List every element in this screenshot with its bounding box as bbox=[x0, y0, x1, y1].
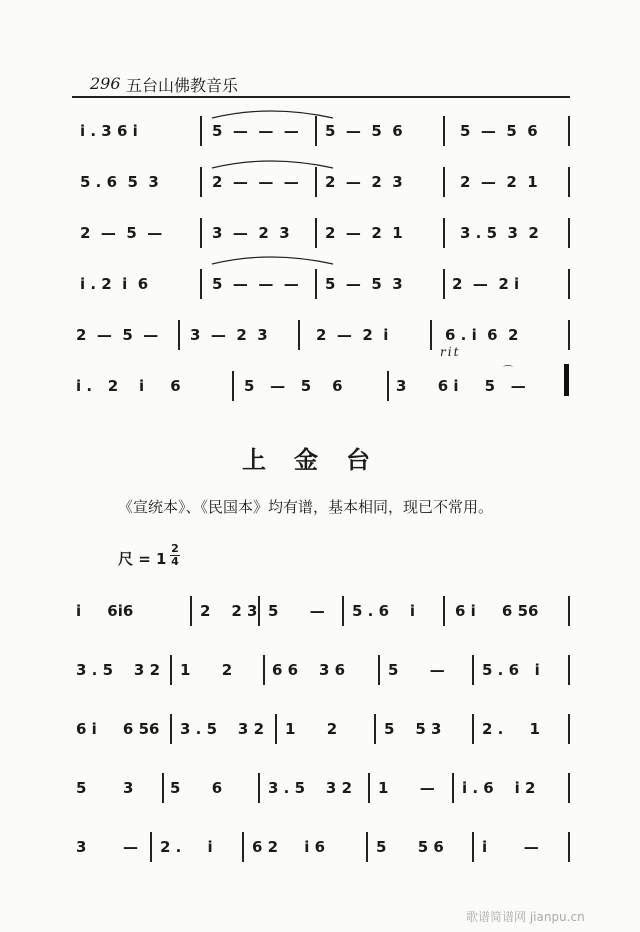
barline bbox=[162, 773, 164, 803]
measure-notes: i . 3 6 i bbox=[80, 122, 138, 140]
measure-notes: 5 — 5 3 bbox=[325, 275, 403, 293]
barline bbox=[368, 773, 370, 803]
measure-notes: i — bbox=[482, 838, 539, 856]
barline bbox=[242, 832, 244, 862]
section-description: 《宣统本》、《民国本》均有谱，基本相同，现已不常用。 bbox=[118, 498, 494, 516]
measure-notes: 5 — bbox=[268, 602, 325, 620]
score-line bbox=[0, 779, 640, 809]
score-line bbox=[0, 720, 640, 750]
slur bbox=[212, 257, 333, 264]
final-barline bbox=[564, 364, 569, 396]
measure-notes: 6 i 6 56 bbox=[76, 720, 160, 738]
slur bbox=[212, 111, 333, 118]
barline bbox=[568, 714, 570, 744]
barline bbox=[258, 596, 260, 626]
measure-notes: 5 6 bbox=[170, 779, 223, 797]
barline bbox=[258, 773, 260, 803]
page-number: 296 bbox=[90, 74, 121, 93]
measure-notes: 1 2 bbox=[180, 661, 233, 679]
measure-notes: 2 . i bbox=[160, 838, 213, 856]
barline bbox=[472, 655, 474, 685]
measure-notes: 2 . 1 bbox=[482, 720, 540, 738]
measure-notes: 5 5 6 bbox=[376, 838, 444, 856]
ritardando-mark: rit bbox=[440, 345, 461, 359]
score-line bbox=[0, 602, 640, 632]
barline bbox=[472, 832, 474, 862]
barline bbox=[472, 714, 474, 744]
measure-notes: 1 — bbox=[378, 779, 435, 797]
barline bbox=[568, 832, 570, 862]
watermark: 歌谱简谱网 jianpu.cn bbox=[466, 910, 585, 924]
barline bbox=[263, 655, 265, 685]
measure-notes: 3 — bbox=[76, 838, 138, 856]
key-signature: 尺 = 1 bbox=[118, 550, 167, 568]
measure-notes: 2 — 2 3 bbox=[325, 173, 403, 191]
measure-notes: 2 — 5 — bbox=[80, 224, 163, 242]
barline bbox=[568, 596, 570, 626]
measure-notes: 6 i 6 56 bbox=[455, 602, 539, 620]
barline bbox=[568, 655, 570, 685]
barline bbox=[150, 832, 152, 862]
measure-notes: 5 3 bbox=[76, 779, 134, 797]
measure-notes: 3 — 2 3 bbox=[190, 326, 268, 344]
barline bbox=[275, 714, 277, 744]
barline bbox=[374, 714, 376, 744]
measure-notes: 5 — 5 6 bbox=[325, 122, 403, 140]
barline bbox=[342, 596, 344, 626]
measure-notes: i . 2 i 6 bbox=[80, 275, 149, 293]
barline bbox=[170, 655, 172, 685]
measure-notes: 3 6 i 5 — bbox=[396, 377, 526, 395]
measure-notes: 2 2 3 bbox=[200, 602, 258, 620]
barline bbox=[366, 832, 368, 862]
measure-notes: 3 . 5 3 2 bbox=[180, 720, 265, 738]
barline bbox=[443, 596, 445, 626]
measure-notes: 5 — 5 6 bbox=[244, 377, 343, 395]
barline bbox=[170, 714, 172, 744]
measure-notes: 6 2 i 6 bbox=[252, 838, 326, 856]
measure-notes: 5 — bbox=[388, 661, 445, 679]
book-title: 五台山佛教音乐 bbox=[126, 76, 239, 95]
measure-notes: 5 — 5 6 bbox=[460, 122, 538, 140]
slur-marks bbox=[0, 0, 640, 420]
section-title: 上金台 bbox=[242, 446, 398, 474]
score-line bbox=[0, 838, 640, 868]
time-signature-top: 2 bbox=[171, 542, 179, 555]
measure-notes: 3 . 5 3 2 bbox=[268, 779, 353, 797]
measure-notes: 6 . i 6 2 bbox=[445, 326, 519, 344]
measure-notes: 2 — 5 — bbox=[76, 326, 159, 344]
time-signature bbox=[170, 543, 180, 568]
measure-notes: 2 — 2 i bbox=[316, 326, 389, 344]
measure-notes: 3 . 5 3 2 bbox=[460, 224, 539, 242]
measure-notes: i . 6 i 2 bbox=[462, 779, 536, 797]
measure-notes: 6 6 3 6 bbox=[272, 661, 346, 679]
barline bbox=[568, 773, 570, 803]
measure-notes: 5 . 6 i bbox=[352, 602, 416, 620]
score-line bbox=[0, 661, 640, 691]
measure-notes: 2 — 2 i bbox=[452, 275, 520, 293]
barline bbox=[452, 773, 454, 803]
measure-notes: 5 5 3 bbox=[384, 720, 442, 738]
measure-notes: 5 . 6 5 3 bbox=[80, 173, 159, 191]
fermata-icon: ⌒ bbox=[503, 366, 513, 377]
measure-notes: i . 2 i 6 bbox=[76, 377, 181, 395]
measure-notes: 1 2 bbox=[285, 720, 338, 738]
measure-notes: 3 — 2 3 bbox=[212, 224, 290, 242]
measure-notes: 2 — — — bbox=[212, 173, 299, 191]
barline bbox=[190, 596, 192, 626]
slur bbox=[212, 161, 333, 168]
measure-notes: 5 — — — bbox=[212, 275, 299, 293]
measure-notes: 2 — 2 1 bbox=[325, 224, 403, 242]
measure-notes: 5 . 6 i bbox=[482, 661, 540, 679]
measure-notes: 5 — — — bbox=[212, 122, 299, 140]
barline bbox=[378, 655, 380, 685]
measure-notes: i 6i6 bbox=[76, 602, 134, 620]
time-signature-bottom: 4 bbox=[171, 555, 179, 568]
measure-notes: 2 — 2 1 bbox=[460, 173, 538, 191]
measure-notes: 3 . 5 3 2 bbox=[76, 661, 161, 679]
